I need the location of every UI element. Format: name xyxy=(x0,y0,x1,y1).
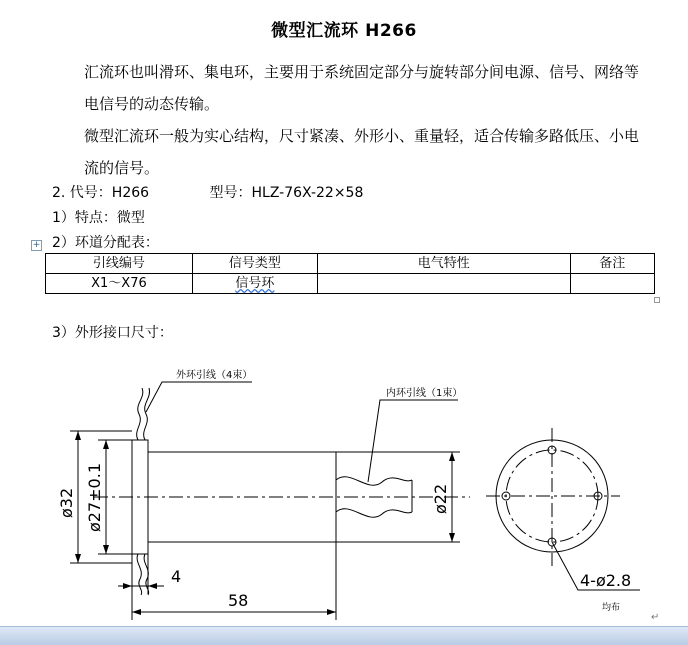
product-code: 2. 代号：H266 xyxy=(52,185,150,201)
inner-lead-bottom xyxy=(336,509,412,517)
dim22-label: ø22 xyxy=(431,483,450,514)
header-remarks[interactable]: 备注 xyxy=(570,254,654,274)
header-signal-type[interactable]: 信号类型 xyxy=(192,254,317,274)
dim32-label: ø32 xyxy=(57,487,76,518)
dim27-label: ø27±0.1 xyxy=(85,463,104,532)
feature-line: 1）特点：微型 xyxy=(52,210,145,226)
paragraph-mark: ↵ xyxy=(651,612,660,623)
inner-lead-leader xyxy=(368,400,458,482)
dimension-heading: 3）外形接口尺寸： xyxy=(52,325,173,341)
holes-label: 4-ø2.8 xyxy=(580,571,632,590)
outer-lead-top-1 xyxy=(137,388,143,440)
document-title: 微型汇流环 H266 xyxy=(271,21,417,41)
holes-note: 均布 xyxy=(602,603,621,613)
header-lead-number[interactable]: 引线编号 xyxy=(46,254,193,274)
signal-type-text: 信号环 xyxy=(235,276,275,291)
channel-assignment-heading: 2）环道分配表： xyxy=(52,235,159,251)
paragraph-intro-text: 汇流环也叫滑环、集电环，主要用于系统固定部分与旋转部分间电源、信号、网络等电信号的动态传输。 xyxy=(84,63,640,113)
header-electrical[interactable]: 电气特性 xyxy=(317,254,570,274)
move-handle-icon[interactable]: + xyxy=(32,240,41,250)
outer-lead-label: 外环引线（4束） xyxy=(176,370,253,381)
inner-lead-label: 内环引线（1束） xyxy=(386,388,463,399)
window-bottom-bar xyxy=(0,626,688,645)
paragraph-structure-text: 微型汇流环一般为实心结构，尺寸紧凑、外形小、重量轻，适合传输多路低压、小电流的信号。 xyxy=(84,127,640,177)
dim58-label: 58 xyxy=(228,591,249,610)
inner-lead-top xyxy=(336,477,412,485)
product-model: 型号：HLZ-76X-22×58 xyxy=(209,185,364,201)
outer-lead-leader xyxy=(146,382,252,412)
dim4-label: 4 xyxy=(171,567,182,586)
outer-lead-bottom-1 xyxy=(137,554,142,595)
cell-lead-number[interactable]: X1～X76 xyxy=(46,274,193,294)
outer-lead-top-2 xyxy=(144,388,150,440)
